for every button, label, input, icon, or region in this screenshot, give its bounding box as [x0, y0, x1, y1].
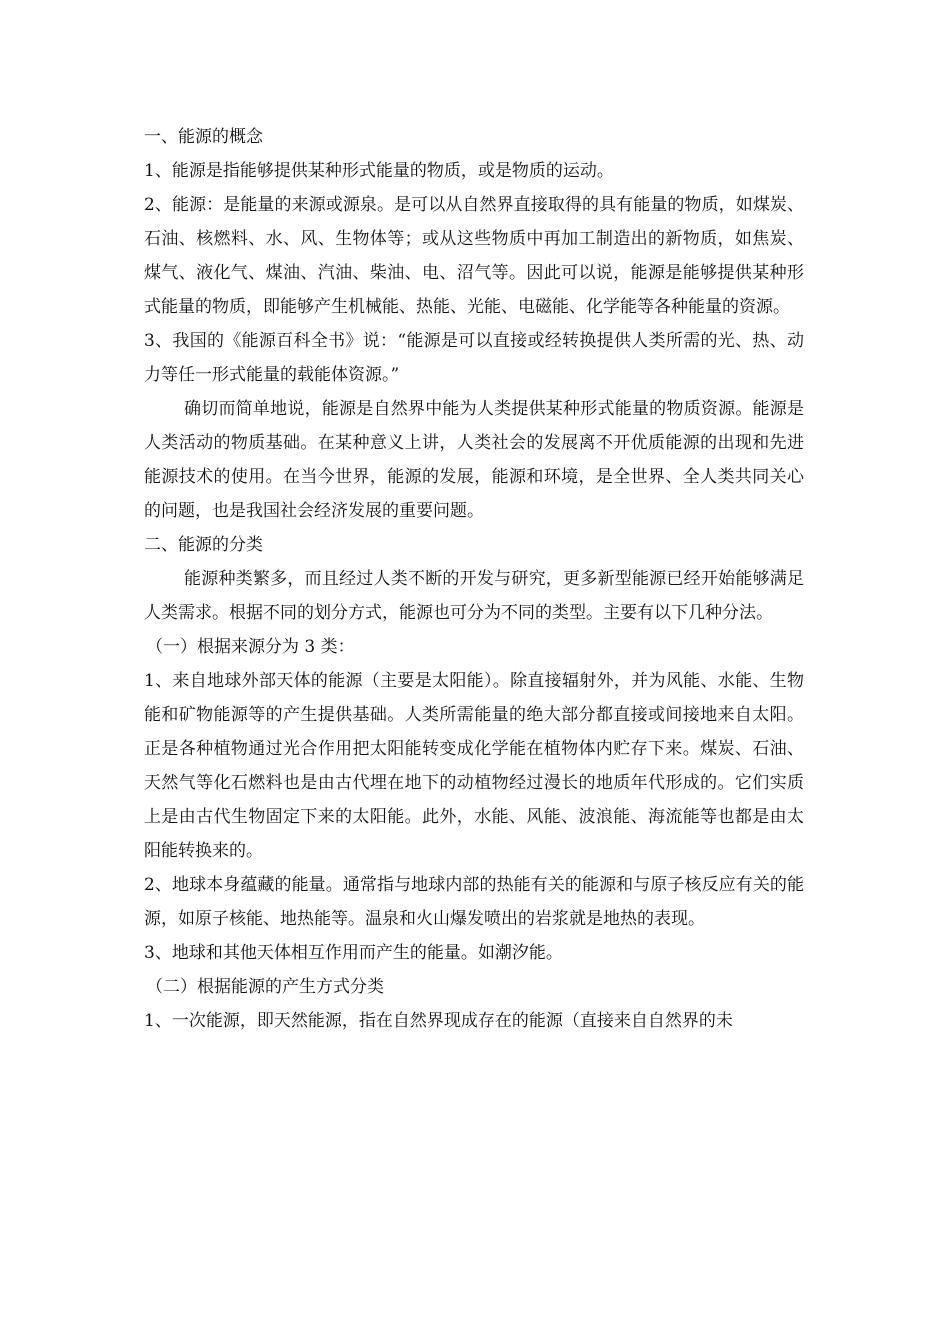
paragraph-definition-3: 3、我国的《能源百科全书》说：“能源是可以直接或经转换提供人类所需的光、热、动力等任一形式能量的载能体资源。” — [144, 331, 804, 385]
paragraph-source-3: 3、地球和其他天体相互作用而产生的能量。如潮汐能。 — [144, 943, 563, 963]
subheading-by-source: （一）根据来源分为 3 类： — [146, 637, 355, 657]
subheading-by-production: （二）根据能源的产生方式分类 — [146, 977, 384, 997]
paragraph-definition-1: 1、能源是指能够提供某种形式能量的物质，或是物质的运动。 — [144, 161, 614, 181]
paragraph-source-1: 1、来自地球外部天体的能源（主要是太阳能）。除直接辐射外，并为风能、水能、生物能和矿物能源等的产生提供基础。人类所需能量的绝大部分都直接或间接地来自太阳。正是各种植物通过光合作用把太阳能转变成化学能在植物体内贮存下来。煤炭、石油、天然气等化石燃料也是由古代埋在地下的动植物经过漫长的地质年代形成的。它们实质上是由古代生物固定下来的太阳能。此外，水能、风能、波浪能、海流能等也都是由太阳能转换来的。 — [144, 671, 804, 861]
section-heading-concept: 一、能源的概念 — [144, 127, 263, 147]
paragraph-definition-2: 2、能源：是能量的来源或源泉。是可以从自然界直接取得的具有能量的物质，如煤炭、石油、核燃料、水、风、生物体等；或从这些物质中再加工制造出的新物质，如焦炭、煤气、液化气、煤油、汽油、柴油、电、沼气等。因此可以说，能源是能够提供某种形式能量的物质，即能够产生机械能、热能、光能、电磁能、化学能等各种能量的资源。 — [144, 195, 804, 317]
section-heading-classification: 二、能源的分类 — [144, 535, 263, 555]
paragraph-classification-intro: 能源种类繁多，而且经过人类不断的开发与研究，更多新型能源已经开始能够满足人类需求。根据不同的划分方式，能源也可分为不同的类型。主要有以下几种分法。 — [144, 569, 804, 623]
paragraph-summary: 确切而简单地说，能源是自然界中能为人类提供某种形式能量的物质资源。能源是人类活动的物质基础。在某种意义上讲，人类社会的发展离不开优质能源的出现和先进能源技术的使用。在当今世界，能源的发展，能源和环境，是全世界、全人类共同关心的问题，也是我国社会经济发展的重要问题。 — [144, 399, 804, 521]
paragraph-production-1: 1、一次能源，即天然能源，指在自然界现成存在的能源（直接来自自然界的未 — [144, 1011, 733, 1031]
paragraph-source-2: 2、地球本身蕴藏的能量。通常指与地球内部的热能有关的能源和与原子核反应有关的能源，如原子核能、地热能等。温泉和火山爆发喷出的岩浆就是地热的表现。 — [144, 875, 804, 929]
document-body — [144, 120, 804, 1038]
